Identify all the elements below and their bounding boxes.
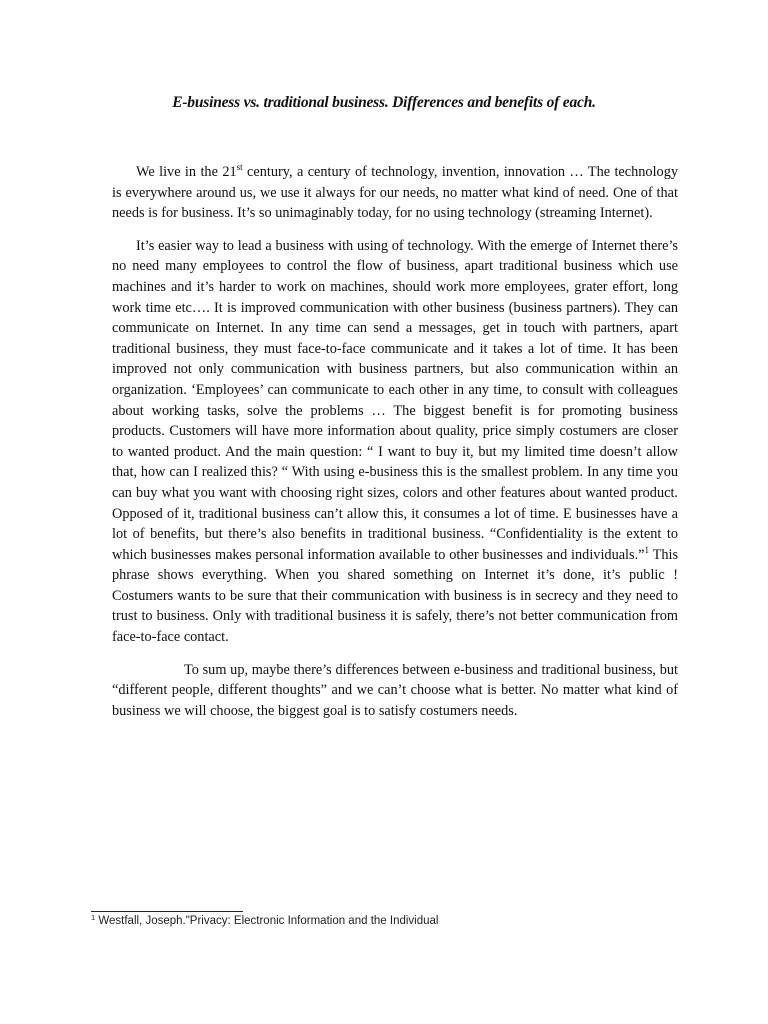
paragraph-intro-text-start: We live in the 21	[136, 164, 237, 180]
paragraph-intro	[112, 162, 678, 224]
footnote-separator	[91, 911, 243, 912]
footnote	[91, 914, 691, 929]
ordinal-superscript: st	[236, 162, 243, 172]
paragraph-main	[112, 236, 678, 648]
paragraph-main-text-start: It’s easier way to lead a business with using of technology. With the emerge of Internet there’s no need many employees to control the flow of business, apart traditional business which use machines and it’s harder to work on machines, should work more employees, grater effort, long work time etc…. It is improved communication with other business (business partners). They can communicate on Internet. In any time can send a messages, get in touch with partners, apart traditional business, they must face-to-face communicate and it takes a lot of time. It has been improved not only communication with business partners, but also communication within an organization. ‘Employees’ can communicate to each other in any time, to consult with colleagues about working tasks, solve the problems … The biggest benefit is for promoting business products. Customers will have more information about quality, price simply costumers are closer to wanted product. And the main question: “ I want to buy it, but my limited time doesn’t allow that, how can I realized this? “ With using e-business this is the smallest problem. In any time you can buy what you want with choosing right sizes, colors and other features about wanted product. Opposed of it, traditional business can’t allow this, it consumes a lot of time. E businesses have a lot of benefits, but there’s also benefits in traditional business. “Confidentiality is the extent to which businesses makes personal information available to other businesses and individuals.”	[112, 237, 678, 563]
paragraph-intro-text-end: century, a century of technology, invention, innovation … The technology is everywhere around us, we use it always for our needs, no matter what kind of need. One of that needs is for business. It’s so unimaginably today, for no using technology (streaming Internet).	[112, 164, 678, 222]
document-body	[112, 162, 678, 733]
document-title: E-business vs. traditional business. Differences and benefits of each.	[172, 94, 596, 111]
paragraph-conclusion: To sum up, maybe there’s differences between e-business and traditional business, but “different people, different thoughts” and we can’t choose what is better. No matter what kind of business we will choose, the biggest goal is to satisfy costumers needs.	[112, 661, 678, 719]
paragraph-main-text-end: This phrase shows everything. When you shared something on Internet it’s done, it’s public ! Costumers wants to be sure that their communication with business is in secrecy and they need to trust to business. Only with traditional business it is safely, there’s not better communication from face-to-face contact.	[112, 546, 679, 646]
footnote-text: Westfall, Joseph."Privacy: Electronic Information and the Individual	[95, 915, 439, 927]
footnote-reference: 1	[644, 544, 650, 555]
footnote-marker: 1	[91, 913, 96, 922]
